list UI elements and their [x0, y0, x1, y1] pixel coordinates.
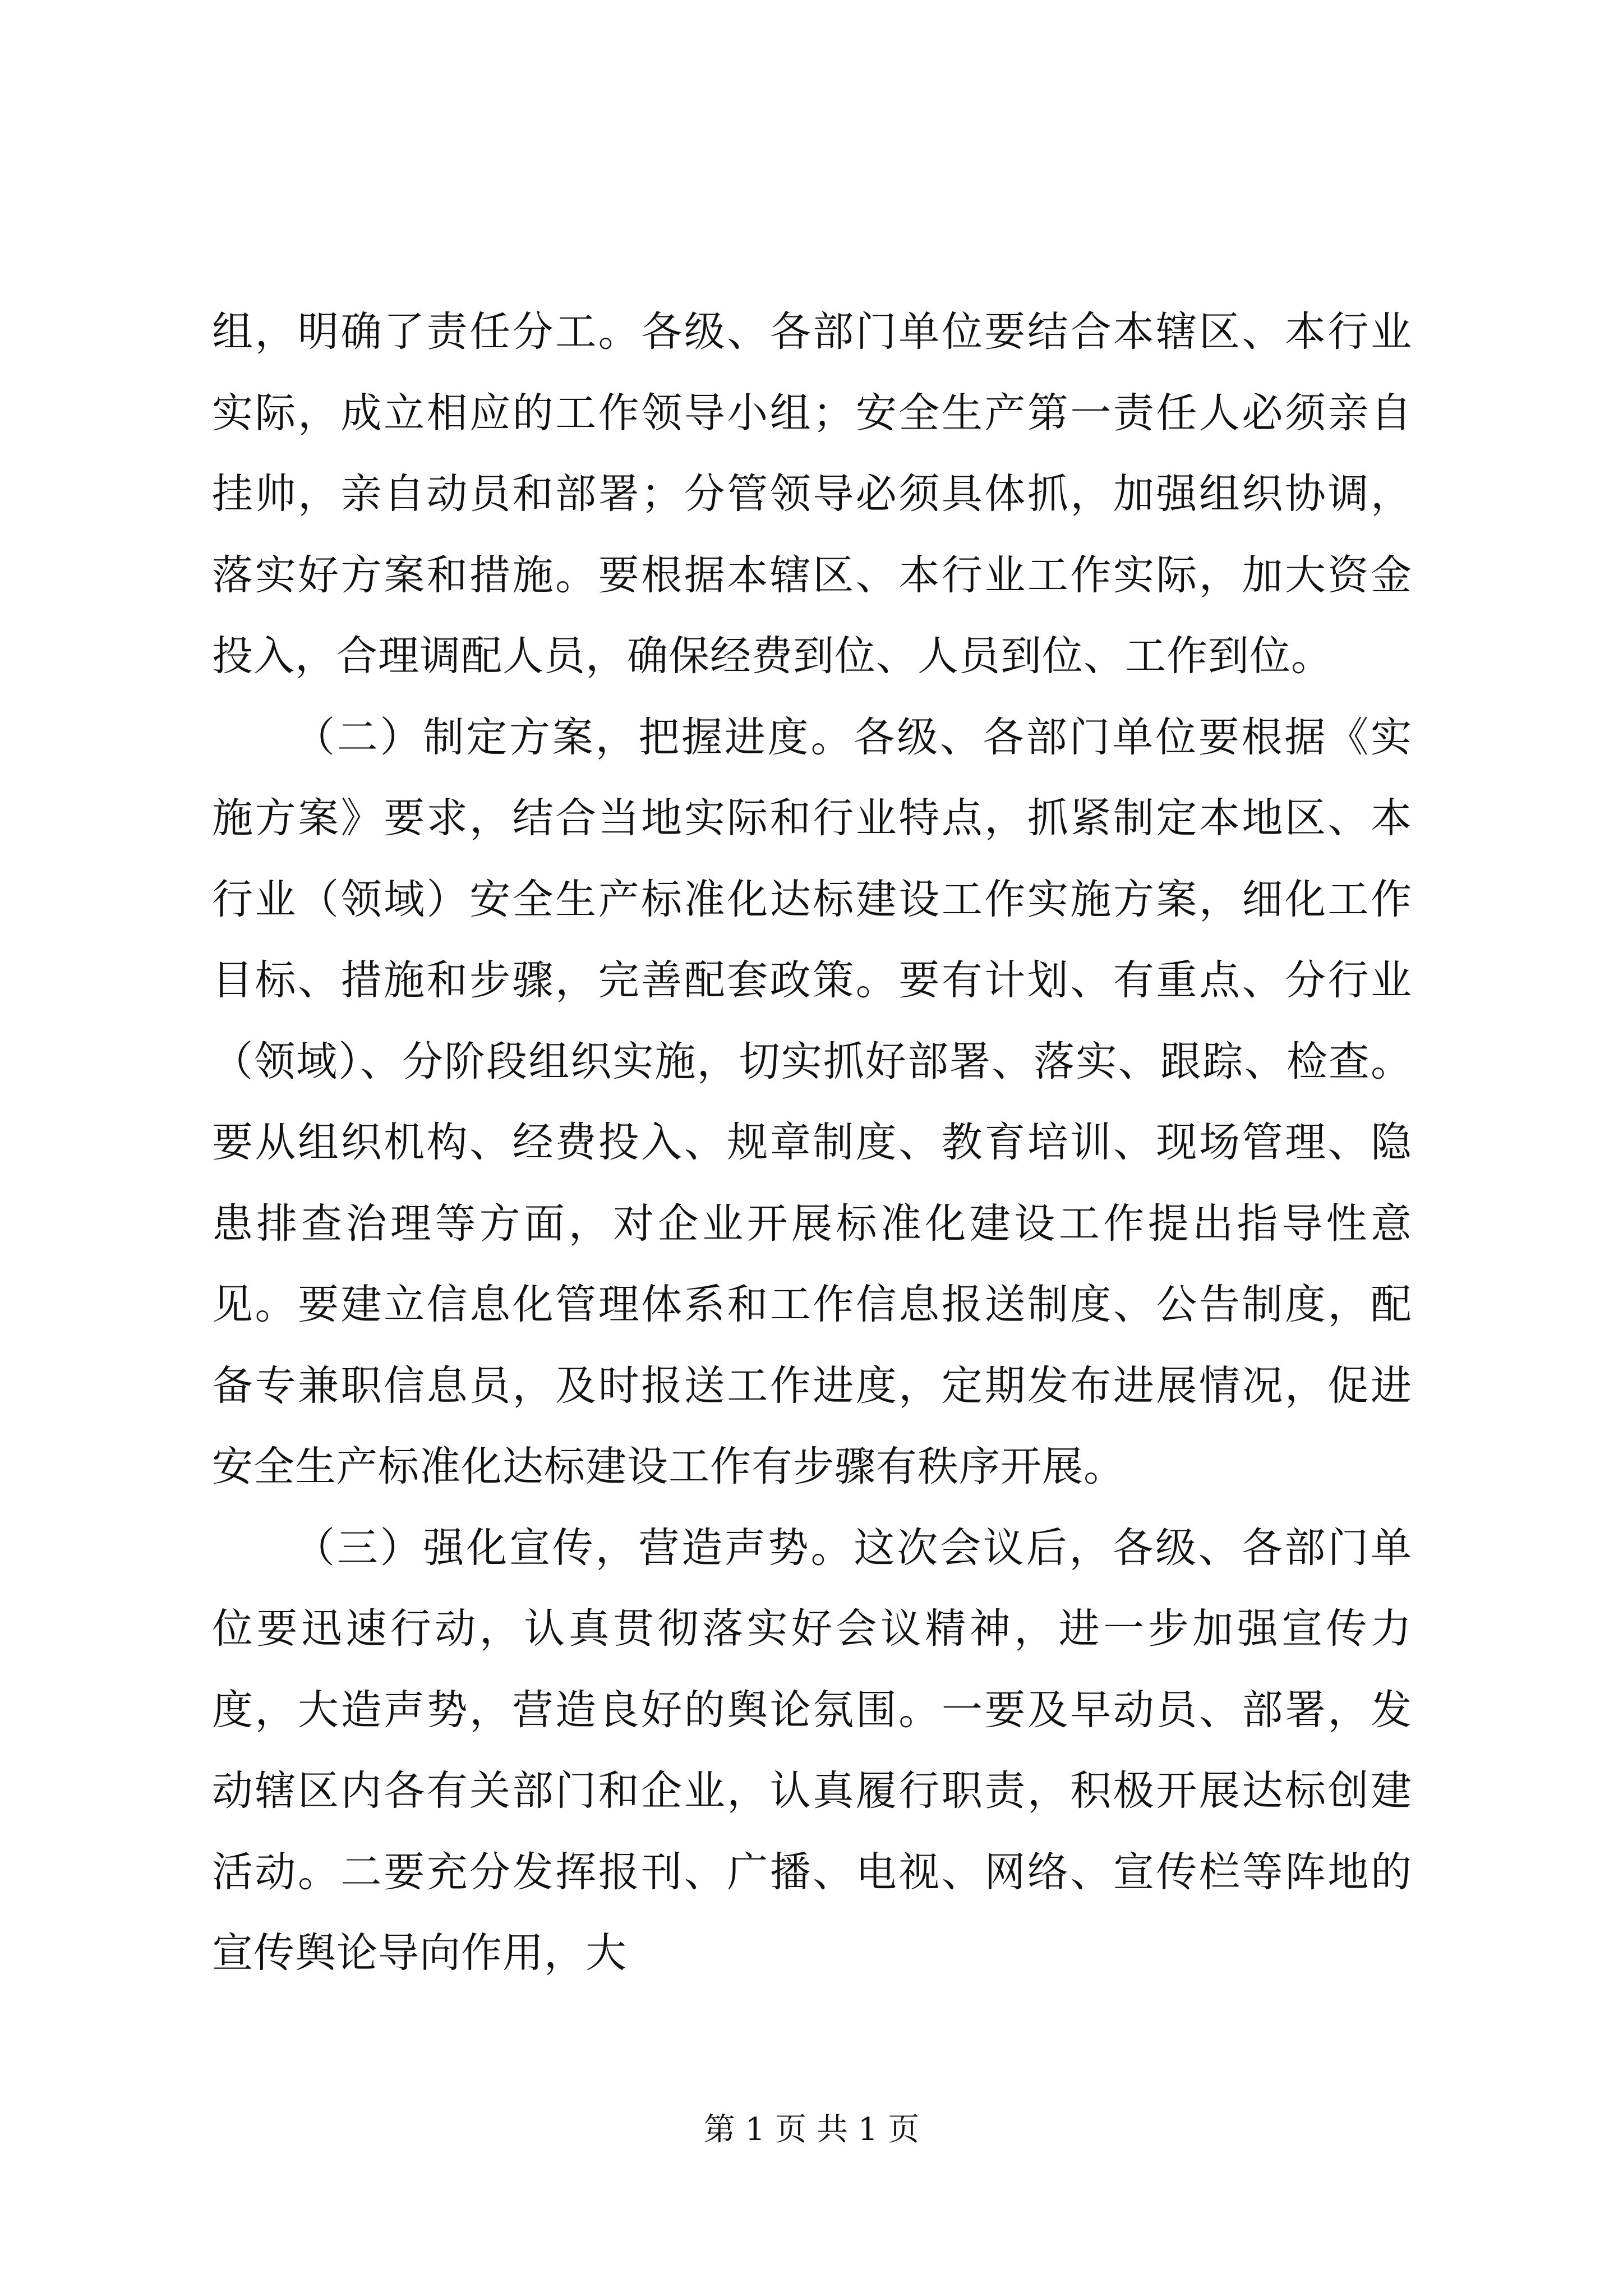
paragraph-1: 组，明确了责任分工。各级、各部门单位要结合本辖区、本行业实际，成立相应的工作领导小组；安全生产第一责任人必须亲自挂帅，亲自动员和部署；分管领导必须具体抓，加强组织协调，落实好方案和措施。要根据本辖区、本行业工作实际，加大资金投入，合理调配人员，确保经费到位、人员到位、工作到位。 [212, 308, 1412, 680]
paragraph-2: （二）制定方案，把握进度。各级、各部门单位要根据《实施方案》要求，结合当地实际和行业特点，抓紧制定本地区、本行业（领域）安全生产标准化达标建设工作实施方案，细化工作目标、措施和步骤，完善配套政策。要有计划、有重点、分行业（领域）、分阶段组织实施，切实抓好部署、落实、跟踪、检查。要从组织机构、经费投入、规章制度、教育培训、现场管理、隐患排查治理等方面，对企业开展标准化建设工作提出指导性意见。要建立信息化管理体系和工作信息报送制度、公告制度，配备专兼职信息员，及时报送工作进度，定期发布进展情况，促进安全生产标准化达标建设工作有步骤有秩序开展。 [212, 713, 1412, 1490]
document-body [212, 292, 1412, 1994]
page-footer: 第 1 页 共 1 页 [703, 2111, 920, 2148]
paragraph-3: （三）强化宣传，营造声势。这次会议后，各级、各部门单位要迅速行动，认真贯彻落实好会议精神，进一步加强宣传力度，大造声势，营造良好的舆论氛围。一要及早动员、部署，发动辖区内各有关部门和企业，认真履行职责，积极开展达标创建活动。二要充分发挥报刊、广播、电视、网络、宣传栏等阵地的宣传舆论导向作用，大 [212, 1524, 1412, 1977]
